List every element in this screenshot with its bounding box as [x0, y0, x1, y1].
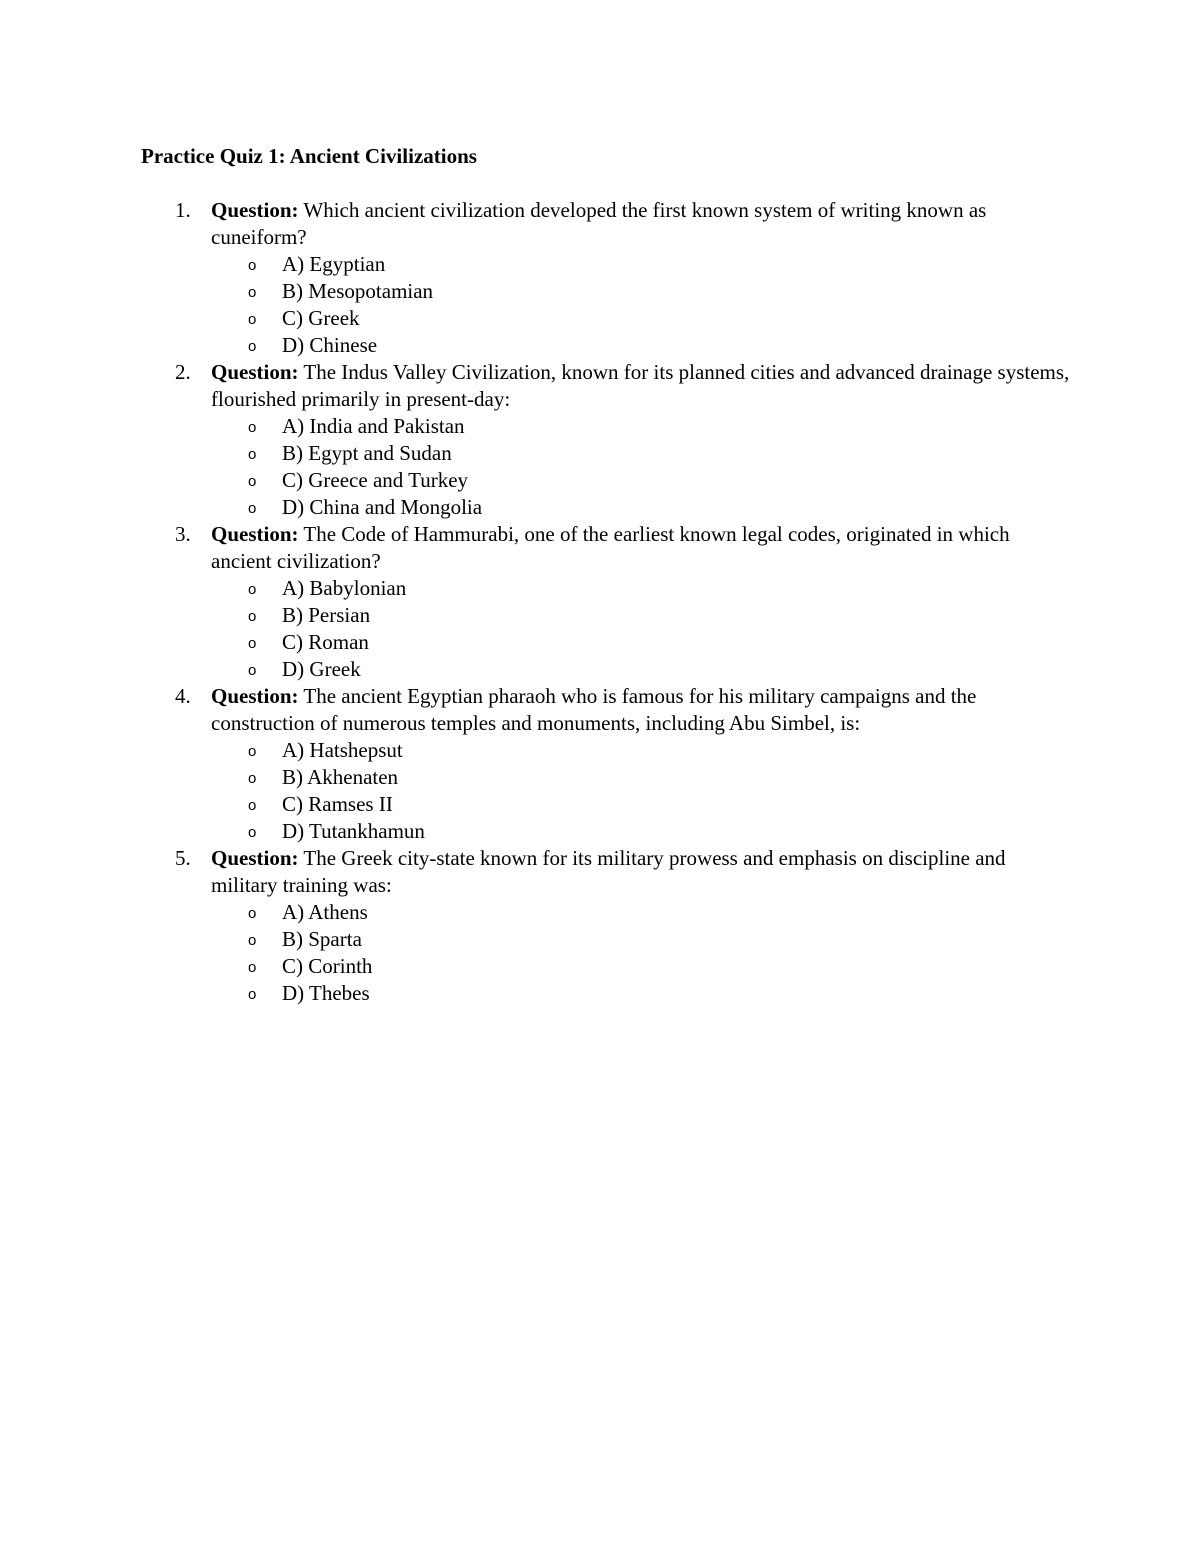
- answer-option-label: A) Hatshepsut: [282, 738, 403, 762]
- question-number: 5.: [175, 846, 191, 870]
- answer-option: [0, 737, 1070, 764]
- bullet-icon: o: [248, 581, 257, 598]
- answer-option: [0, 899, 1070, 926]
- question-item: [0, 197, 1200, 359]
- question-label: Question:: [211, 360, 299, 384]
- question-item: [0, 683, 1200, 845]
- answer-option-label: C) Greek: [282, 306, 360, 330]
- question-text: [211, 845, 1070, 899]
- answer-option: [0, 575, 1070, 602]
- question-text: [211, 359, 1070, 413]
- answer-option-label: D) Chinese: [282, 333, 378, 357]
- bullet-icon: o: [248, 419, 257, 436]
- answer-options: [211, 737, 1070, 845]
- bullet-icon: o: [248, 905, 257, 922]
- bullet-icon: o: [248, 824, 257, 841]
- question-number: 3.: [175, 522, 191, 546]
- answer-option: [0, 791, 1070, 818]
- question-list: [0, 197, 1200, 1007]
- answer-option: [0, 305, 1070, 332]
- bullet-icon: o: [248, 743, 257, 760]
- answer-option: [0, 818, 1070, 845]
- bullet-icon: o: [248, 608, 257, 625]
- answer-option: [0, 926, 1070, 953]
- answer-option: [0, 980, 1070, 1007]
- answer-option-label: C) Ramses II: [282, 792, 393, 816]
- answer-option-label: B) Persian: [282, 603, 371, 627]
- answer-options: [211, 575, 1070, 683]
- answer-option-label: A) Babylonian: [282, 576, 407, 600]
- bullet-icon: o: [248, 284, 257, 301]
- question-number: 4.: [175, 684, 191, 708]
- answer-options: [211, 413, 1070, 521]
- answer-option-label: B) Akhenaten: [282, 765, 399, 789]
- answer-option: [0, 629, 1070, 656]
- question-text: [211, 683, 1070, 737]
- bullet-icon: o: [248, 662, 257, 679]
- answer-option: [0, 467, 1070, 494]
- question-label: Question:: [211, 846, 299, 870]
- bullet-icon: o: [248, 311, 257, 328]
- question-body: Which ancient civilization developed the first known system of writing known as cuneiform?: [211, 198, 987, 249]
- bullet-icon: o: [248, 473, 257, 490]
- bullet-icon: o: [248, 338, 257, 355]
- answer-option-label: D) Tutankhamun: [282, 819, 425, 843]
- answer-option-label: A) Egyptian: [282, 252, 386, 276]
- answer-option-label: A) India and Pakistan: [282, 414, 465, 438]
- bullet-icon: o: [248, 770, 257, 787]
- question-item: [0, 359, 1200, 521]
- answer-option-label: B) Mesopotamian: [282, 279, 434, 303]
- answer-option: [0, 602, 1070, 629]
- question-number: 2.: [175, 360, 191, 384]
- question-text: [211, 521, 1070, 575]
- answer-option-label: D) Thebes: [282, 981, 370, 1005]
- bullet-icon: o: [248, 932, 257, 949]
- answer-option-label: D) China and Mongolia: [282, 495, 483, 519]
- question-item: [0, 521, 1200, 683]
- question-label: Question:: [211, 198, 299, 222]
- answer-option-label: C) Corinth: [282, 954, 373, 978]
- bullet-icon: o: [248, 797, 257, 814]
- answer-option-label: B) Egypt and Sudan: [282, 441, 452, 465]
- bullet-icon: o: [248, 635, 257, 652]
- quiz-title: Practice Quiz 1: Ancient Civilizations: [141, 144, 477, 168]
- answer-option: [0, 440, 1070, 467]
- bullet-icon: o: [248, 986, 257, 1003]
- question-number: 1.: [175, 198, 191, 222]
- bullet-icon: o: [248, 959, 257, 976]
- bullet-icon: o: [248, 446, 257, 463]
- answer-option: [0, 656, 1070, 683]
- question-label: Question:: [211, 684, 299, 708]
- bullet-icon: o: [248, 257, 257, 274]
- question-body: The Indus Valley Civilization, known for its planned cities and advanced drainage systems, flourished primarily in present-day:: [211, 360, 1070, 411]
- answer-option: [0, 764, 1070, 791]
- answer-options: [211, 899, 1070, 1007]
- answer-option: [0, 413, 1070, 440]
- question-body: The Code of Hammurabi, one of the earliest known legal codes, originated in which ancient civilization?: [211, 522, 1010, 573]
- answer-options: [211, 251, 1070, 359]
- question-label: Question:: [211, 522, 299, 546]
- answer-option: [0, 332, 1070, 359]
- answer-option-label: D) Greek: [282, 657, 361, 681]
- answer-option-label: A) Athens: [282, 900, 368, 924]
- question-item: [0, 845, 1200, 1007]
- answer-option: [0, 953, 1070, 980]
- answer-option-label: C) Greece and Turkey: [282, 468, 469, 492]
- bullet-icon: o: [248, 500, 257, 517]
- question-body: The ancient Egyptian pharaoh who is famous for his military campaigns and the construction of numerous temples and monuments, including Abu Simbel, is:: [211, 684, 977, 735]
- question-body: The Greek city-state known for its military prowess and emphasis on discipline and military training was:: [211, 846, 1006, 897]
- question-text: [211, 197, 1070, 251]
- answer-option-label: C) Roman: [282, 630, 369, 654]
- answer-option: [0, 251, 1070, 278]
- answer-option: [0, 278, 1070, 305]
- answer-option-label: B) Sparta: [282, 927, 362, 951]
- answer-option: [0, 494, 1070, 521]
